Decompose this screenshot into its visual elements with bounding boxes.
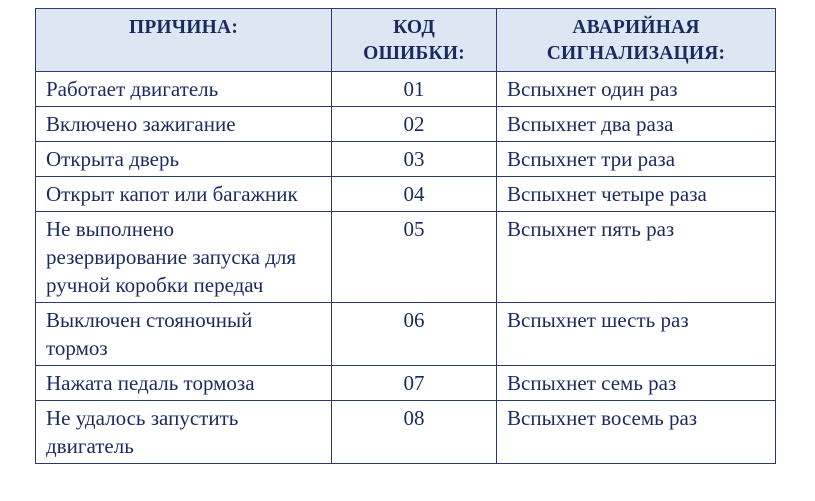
reason-line: ручной коробки передач <box>46 273 264 297</box>
header-reason-text: ПРИЧИНА: <box>128 17 239 38</box>
code-cell: 08 <box>332 401 497 464</box>
reason-line: Не удалось запустить <box>46 406 239 430</box>
reason-cell: Нажата педаль тормоза <box>36 366 332 401</box>
reason-line: Выключен стояночный <box>46 308 253 332</box>
alarm-cell: Вспыхнет семь раз <box>497 366 776 401</box>
reason-cell: Открыта дверь <box>36 142 332 177</box>
code-cell: 07 <box>332 366 497 401</box>
header-alarm-line2: СИГНАЛИЗАЦИЯ: <box>546 43 726 64</box>
reason-cell: Включено зажигание <box>36 107 332 142</box>
table-row <box>36 366 776 401</box>
error-code-table-container <box>35 8 776 464</box>
error-code-table <box>35 8 776 464</box>
header-hazard-lights <box>497 9 776 72</box>
table-row <box>36 303 776 366</box>
reason-line: Не выполнено <box>46 217 174 241</box>
alarm-cell: Вспыхнет один раз <box>497 72 776 107</box>
alarm-cell: Вспыхнет шесть раз <box>497 303 776 366</box>
code-cell: 05 <box>332 212 497 303</box>
reason-cell <box>36 303 332 366</box>
code-cell: 02 <box>332 107 497 142</box>
code-cell: 03 <box>332 142 497 177</box>
code-cell: 04 <box>332 177 497 212</box>
table-row <box>36 177 776 212</box>
reason-line: резервирование запуска для <box>46 245 297 269</box>
reason-cell: Открыт капот или багажник <box>36 177 332 212</box>
header-reason <box>36 9 332 72</box>
reason-cell <box>36 401 332 464</box>
table-row <box>36 107 776 142</box>
reason-line: двигатель <box>46 434 134 458</box>
table-row <box>36 72 776 107</box>
table-row <box>36 212 776 303</box>
header-code-line1: КОД <box>393 17 435 38</box>
table-header-row <box>36 9 776 72</box>
header-error-code <box>332 9 497 72</box>
alarm-cell: Вспыхнет три раза <box>497 142 776 177</box>
code-cell: 01 <box>332 72 497 107</box>
alarm-cell: Вспыхнет четыре раза <box>497 177 776 212</box>
reason-cell <box>36 212 332 303</box>
reason-line: тормоз <box>46 336 108 360</box>
header-alarm-line1: АВАРИЙНАЯ <box>572 17 700 38</box>
alarm-cell: Вспыхнет пять раз <box>497 212 776 303</box>
alarm-cell: Вспыхнет восемь раз <box>497 401 776 464</box>
code-cell: 06 <box>332 303 497 366</box>
alarm-cell: Вспыхнет два раза <box>497 107 776 142</box>
reason-cell: Работает двигатель <box>36 72 332 107</box>
header-code-line2: ОШИБКИ: <box>363 43 465 64</box>
table-row <box>36 401 776 464</box>
table-row <box>36 142 776 177</box>
